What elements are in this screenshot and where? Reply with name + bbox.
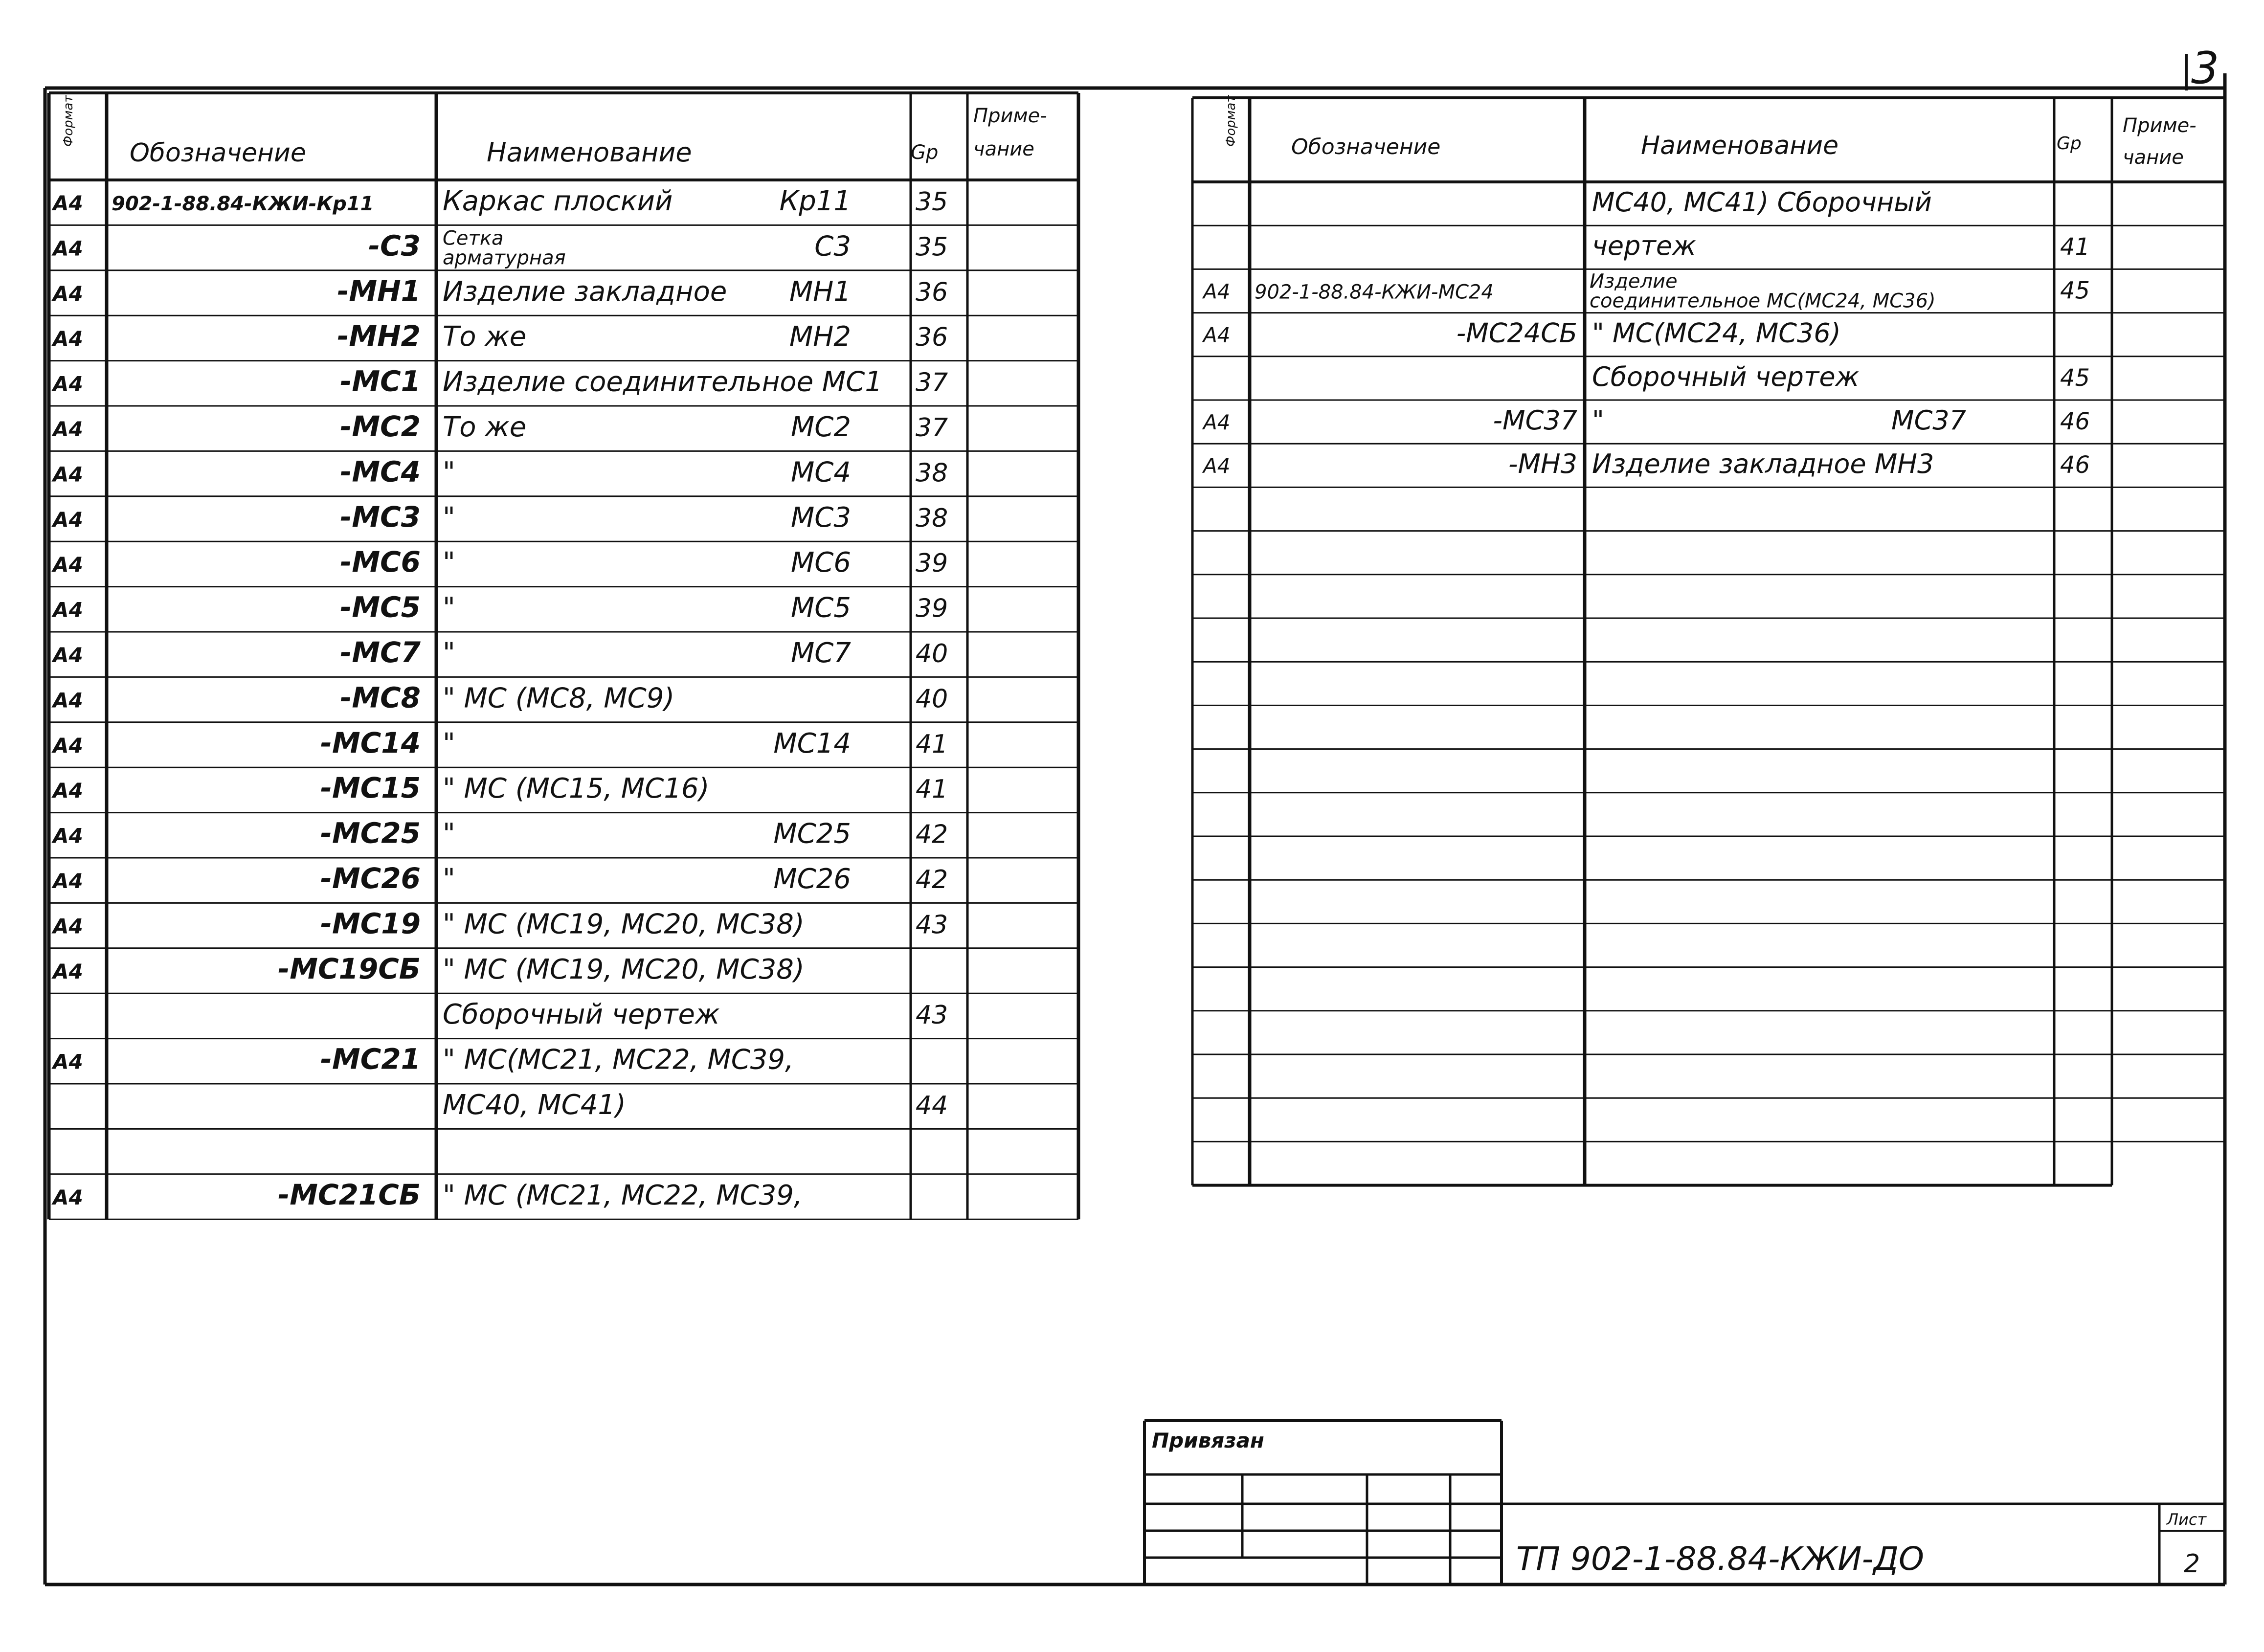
row-name: То же bbox=[443, 411, 527, 443]
left-table-row bbox=[51, 274, 948, 308]
left-header-name: Наименование bbox=[487, 137, 692, 168]
row-name: " bbox=[443, 456, 455, 489]
row-designation: 902-1-88.84-КЖИ-МС24 bbox=[1255, 281, 1494, 304]
right-table-row bbox=[1202, 405, 2090, 436]
row-name: " bbox=[443, 637, 455, 669]
row-designation: -МС8 bbox=[340, 681, 421, 714]
row-format: А4 bbox=[53, 779, 83, 803]
row-sheet: 41 bbox=[916, 775, 948, 804]
row-name: " МС(МС24, МС36) bbox=[1592, 317, 1841, 349]
row-designation: -МС4 bbox=[340, 455, 421, 489]
left-table-row bbox=[51, 591, 948, 624]
right-header-note-2: чание bbox=[2123, 146, 2184, 169]
right-table-row bbox=[1592, 230, 2090, 261]
right-table-header bbox=[1224, 95, 2197, 169]
row-designation: -МН3 bbox=[1508, 448, 1577, 480]
left-header-sheets: Gp bbox=[911, 141, 939, 164]
left-table-row bbox=[51, 455, 948, 488]
row-name-line2: арматурная bbox=[443, 246, 566, 269]
left-table-row bbox=[51, 817, 948, 850]
row-designation: -МС21СБ bbox=[278, 1178, 421, 1211]
right-table-row bbox=[1202, 318, 1841, 349]
left-table-row bbox=[51, 907, 948, 940]
row-name: " МС (МС19, МС20, МС38) bbox=[443, 908, 805, 940]
row-name-suffix: С3 bbox=[814, 230, 851, 263]
row-designation: -С3 bbox=[368, 229, 421, 263]
row-sheet: 40 bbox=[916, 639, 948, 669]
left-table-row bbox=[51, 952, 805, 985]
sheet-label: Лист bbox=[2167, 1510, 2207, 1529]
row-name-suffix: МС5 bbox=[790, 592, 851, 624]
row-sheet: 46 bbox=[2060, 408, 2090, 435]
row-name-suffix: МН1 bbox=[789, 275, 851, 308]
row-designation: -МС3 bbox=[340, 500, 421, 534]
row-name-suffix: МС2 bbox=[790, 411, 851, 443]
row-format: А4 bbox=[53, 191, 83, 215]
left-table-row bbox=[51, 636, 948, 669]
row-sheet: 41 bbox=[2060, 233, 2090, 261]
row-format: А4 bbox=[53, 959, 83, 983]
row-sheet: 37 bbox=[916, 413, 948, 443]
row-sheet: 35 bbox=[916, 187, 948, 217]
row-sheet: 39 bbox=[916, 594, 948, 624]
row-name: Сборочный чертеж bbox=[443, 999, 720, 1031]
row-name: " bbox=[443, 727, 455, 759]
row-name-suffix: МН2 bbox=[789, 321, 851, 353]
row-format: А4 bbox=[53, 688, 83, 713]
row-designation: -МН1 bbox=[337, 274, 421, 308]
row-name-suffix: Кр11 bbox=[779, 185, 851, 217]
row-name: " МС (МС15, МС16) bbox=[443, 773, 710, 805]
row-sheet: 39 bbox=[916, 549, 948, 579]
row-format: А4 bbox=[53, 914, 83, 938]
row-name: МС40, МС41) Сборочный bbox=[1592, 187, 1932, 218]
left-table-row bbox=[51, 227, 948, 269]
right-table-rows bbox=[1202, 187, 2090, 479]
row-sheet: 38 bbox=[916, 458, 948, 488]
left-table-row bbox=[51, 862, 948, 895]
row-sheet: 35 bbox=[916, 232, 948, 262]
row-designation: -МС24СБ bbox=[1456, 317, 1577, 349]
row-name: Сетка bbox=[443, 227, 504, 250]
row-designation: -МС15 bbox=[320, 771, 421, 805]
row-sheet: 41 bbox=[916, 729, 948, 759]
row-format: А4 bbox=[53, 824, 83, 848]
row-sheet: 45 bbox=[2060, 364, 2090, 392]
left-table-row bbox=[51, 1178, 803, 1211]
row-designation: -МС5 bbox=[340, 590, 421, 624]
left-header-note-2: чание bbox=[973, 138, 1034, 160]
left-table-header bbox=[61, 95, 1047, 168]
row-name: Изделие закладное bbox=[443, 275, 727, 308]
row-sheet: 36 bbox=[916, 323, 948, 353]
right-table-row bbox=[1202, 448, 2090, 479]
left-table-row bbox=[51, 410, 948, 443]
left-table-row bbox=[51, 500, 948, 534]
row-format: А4 bbox=[53, 417, 83, 441]
row-sheet: 44 bbox=[916, 1091, 948, 1120]
right-header-designation: Обозначение bbox=[1291, 134, 1441, 159]
row-format: А4 bbox=[53, 462, 83, 487]
row-name: " bbox=[443, 863, 455, 895]
left-table-rows bbox=[51, 185, 948, 1211]
row-format: А4 bbox=[53, 733, 83, 758]
left-table-row bbox=[51, 545, 948, 579]
row-name: " bbox=[443, 592, 455, 624]
row-name-suffix: МС26 bbox=[773, 863, 851, 895]
row-designation: -МС2 bbox=[340, 410, 421, 443]
sheet-value: 2 bbox=[2184, 1549, 2200, 1579]
row-format: А4 bbox=[53, 372, 83, 396]
left-header-note-1: Приме- bbox=[973, 105, 1047, 127]
row-name: " МС(МС21, МС22, МС39, bbox=[443, 1044, 794, 1076]
row-sheet: 37 bbox=[916, 368, 948, 398]
left-table-row bbox=[51, 726, 948, 759]
row-name: чертеж bbox=[1592, 230, 1696, 262]
row-name: " МС (МС8, МС9) bbox=[443, 682, 675, 714]
row-name-suffix: МС3 bbox=[790, 501, 851, 534]
row-name: Изделие закладное МН3 bbox=[1592, 448, 1934, 480]
row-name: МС40, МС41) bbox=[443, 1089, 626, 1121]
row-sheet: 40 bbox=[916, 684, 948, 714]
row-name: " bbox=[443, 818, 455, 850]
left-table-row bbox=[51, 771, 948, 804]
row-format: А4 bbox=[53, 553, 83, 577]
row-sheet: 42 bbox=[916, 820, 948, 849]
row-format: А4 bbox=[53, 643, 83, 667]
left-table-row bbox=[51, 681, 948, 714]
right-header-note-1: Приме- bbox=[2123, 114, 2197, 137]
row-designation: -МС25 bbox=[320, 816, 421, 850]
row-sheet: 46 bbox=[2060, 451, 2090, 479]
row-name: " bbox=[443, 547, 455, 579]
row-sheet: 36 bbox=[916, 277, 948, 307]
row-name: Изделие bbox=[1590, 270, 1678, 293]
left-table-row bbox=[443, 1089, 948, 1121]
row-format: А4 bbox=[53, 869, 83, 893]
row-format: А4 bbox=[53, 327, 83, 351]
row-name-suffix: МС6 bbox=[790, 547, 851, 579]
row-name: Изделие соединительное МС1 bbox=[443, 366, 882, 398]
row-designation: -МС19СБ bbox=[278, 952, 421, 985]
right-table-grid bbox=[1192, 98, 2225, 1185]
row-sheet: 38 bbox=[916, 503, 948, 533]
row-sheet: 43 bbox=[916, 1001, 948, 1030]
row-sheet: 45 bbox=[2060, 277, 2090, 305]
row-designation: 902-1-88.84-КЖИ-Кр11 bbox=[112, 193, 374, 215]
row-designation: -МС21 bbox=[320, 1042, 421, 1076]
row-format: А4 bbox=[53, 236, 83, 261]
left-table-row bbox=[443, 999, 948, 1030]
row-designation: -МС1 bbox=[340, 364, 421, 398]
row-name-suffix: МС4 bbox=[790, 456, 851, 489]
row-designation: -МН2 bbox=[337, 319, 421, 353]
row-name: Каркас плоский bbox=[443, 185, 673, 217]
left-table-row bbox=[51, 319, 948, 353]
row-designation: -МС26 bbox=[320, 862, 421, 895]
sheet-number: 3 bbox=[2191, 43, 2219, 94]
row-name-suffix: МС7 bbox=[790, 637, 851, 669]
row-designation: -МС37 bbox=[1493, 405, 1577, 436]
row-name-suffix: МС14 bbox=[773, 727, 851, 759]
row-name: То же bbox=[443, 321, 527, 353]
row-format: А4 bbox=[53, 598, 83, 622]
left-header-format: Формат bbox=[61, 95, 76, 147]
row-designation: -МС19 bbox=[320, 907, 421, 940]
right-header-name: Наименование bbox=[1641, 131, 1839, 160]
row-format: А4 bbox=[1203, 279, 1231, 304]
row-format: А4 bbox=[53, 507, 83, 532]
left-table-row bbox=[51, 365, 948, 398]
left-table-row bbox=[51, 1043, 794, 1076]
row-name-line2: соединительное МС(МС24, МС36) bbox=[1590, 290, 1936, 313]
left-table-row bbox=[51, 185, 948, 217]
row-name: " bbox=[1592, 405, 1604, 436]
row-designation: -МС6 bbox=[340, 545, 421, 579]
right-header-sheets: Gp bbox=[2057, 134, 2082, 154]
row-designation: -МС7 bbox=[340, 636, 421, 669]
bound-label: Привязан bbox=[1152, 1429, 1264, 1452]
right-table-row bbox=[1592, 187, 1932, 218]
row-sheet: 43 bbox=[916, 910, 948, 940]
row-name-suffix: МС25 bbox=[773, 818, 851, 850]
right-table-row bbox=[1202, 270, 2090, 312]
row-format: А4 bbox=[53, 1185, 83, 1209]
left-header-designation: Обозначение bbox=[130, 138, 306, 168]
row-format: А4 bbox=[53, 281, 83, 306]
row-name: " bbox=[443, 501, 455, 534]
row-format: А4 bbox=[1203, 323, 1231, 347]
row-format: А4 bbox=[1203, 410, 1231, 434]
row-designation: -МС14 bbox=[320, 726, 421, 759]
row-name-suffix: МС37 bbox=[1891, 405, 1966, 436]
right-header-format: Формат bbox=[1224, 95, 1238, 147]
row-sheet: 42 bbox=[916, 865, 948, 894]
document-code: ТП 902-1-88.84-КЖИ-ДО bbox=[1516, 1540, 1924, 1578]
row-format: А4 bbox=[1203, 454, 1231, 478]
row-name: " МС (МС21, МС22, МС39, bbox=[443, 1179, 803, 1211]
row-name: Сборочный чертеж bbox=[1592, 361, 1860, 392]
row-name: " МС (МС19, МС20, МС38) bbox=[443, 953, 805, 985]
right-table-row bbox=[1592, 361, 2090, 392]
row-format: А4 bbox=[53, 1049, 83, 1074]
